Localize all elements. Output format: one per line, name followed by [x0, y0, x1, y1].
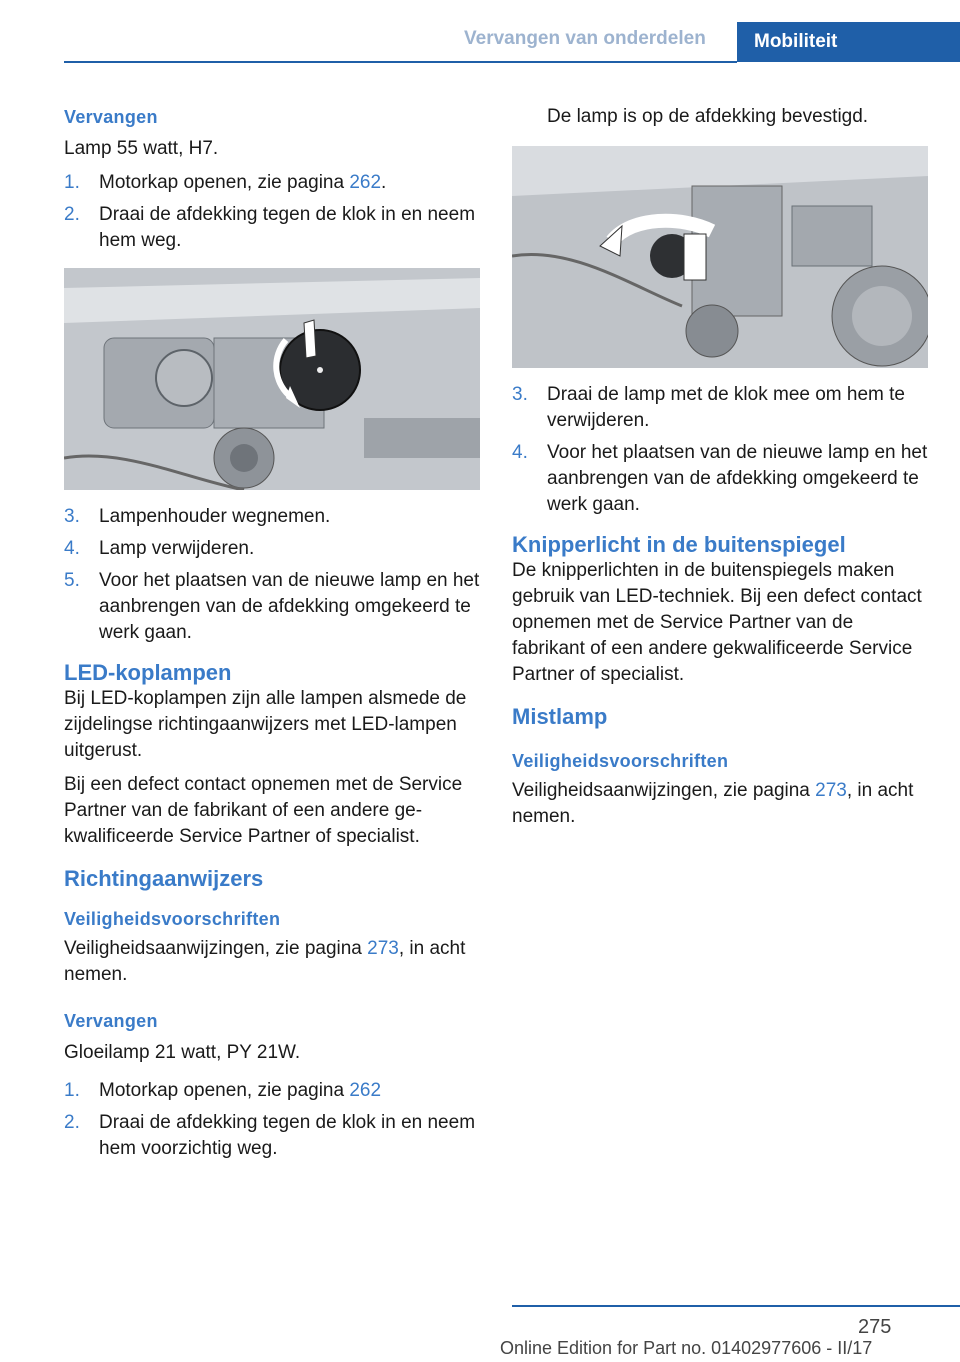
list-item: 4. Voor het plaatsen van de nieuwe lamp en het aanbrengen van de afdekking omgekeerd te werk gaan. [512, 442, 928, 515]
steps-list-2 [64, 1078, 482, 1162]
paragraph: De knipperlichten in de buitenspiegels maken gebruik van LED-techniek. Bij een defect contact opnemen met de Service Partner van de fabrikant of een andere gekwalificeerde Service Partner of specialist. [512, 560, 922, 685]
lamp-spec: Lamp 55 watt, H7. [64, 138, 219, 159]
left-column [64, 104, 482, 1170]
heading-led-koplampen: LED-koplampen [64, 660, 232, 685]
page-link[interactable]: 273 [815, 780, 847, 801]
list-item: 3. Lampenhouder wegnemen. [64, 506, 331, 527]
steps-list-right [512, 382, 930, 518]
subheading-vervangen: Vervangen [64, 107, 158, 127]
headlight-cover-figure [64, 268, 480, 490]
lamp-spec: Gloeilamp 21 watt, PY 21W. [64, 1042, 301, 1063]
page-number: 275 [858, 1316, 892, 1338]
page-link[interactable]: 262 [349, 172, 382, 193]
heading-mistlamp: Mistlamp [512, 704, 608, 729]
right-column [512, 104, 930, 838]
lamp-cover-figure [512, 146, 928, 368]
paragraph: De lamp is op de afdekking bevestigd. [547, 106, 869, 127]
list-item: 1. Motorkap openen, zie pagina 262 [64, 1080, 382, 1101]
subheading-vervangen: Vervangen [64, 1011, 158, 1031]
footer-rule [512, 1305, 960, 1307]
paragraph: Bij LED-koplampen zijn alle lampen alsmede de zijdelingse richtingaanwijzers met LED-lampen uitgerust. [64, 688, 467, 761]
steps-list-1b [64, 504, 482, 646]
steps-list-1 [64, 170, 482, 254]
header-section-title: Vervangen van onderdelen [464, 28, 706, 49]
list-item: 3. Draai de lamp met de klok mee om hem te verwijderen. [512, 384, 905, 431]
page-link[interactable]: 273 [367, 938, 399, 959]
paragraph: Bij een defect contact opnemen met de Service Partner van de fabrikant of een andere gekwalificeerde Service Partner of specialist. [64, 774, 463, 847]
heading-richtingaanwijzers: Richtingaanwijzers [64, 866, 264, 891]
list-item: 5. Voor het plaatsen van de nieuwe lamp en het aanbrengen van de afdekking omgekeerd te werk gaan. [64, 570, 480, 643]
list-item: 2. Draai de afdekking tegen de klok in en neem hem weg. [64, 204, 476, 251]
header-chapter-tab: Mobiliteit [737, 22, 960, 62]
list-item: 2. Draai de afdekking tegen de klok in en neem hem voorzichtig weg. [64, 1112, 476, 1159]
list-item: 1. Motorkap openen, zie pagina 262. [64, 172, 387, 193]
paragraph: Veiligheidsaanwijzingen, zie pagina 273, in acht nemen. [64, 938, 466, 985]
list-item: 4. Lamp verwijderen. [64, 538, 255, 559]
page-link[interactable]: 262 [349, 1080, 382, 1101]
heading-knipperlicht: Knipperlicht in de buitenspiegel [512, 532, 846, 557]
subheading-veiligheid: Veiligheidsvoorschriften [512, 751, 729, 771]
header-rule [64, 61, 737, 63]
paragraph: Veiligheidsaanwijzingen, zie pagina 273, in acht nemen. [512, 780, 914, 827]
edition-note: Online Edition for Part no. 01402977606 - II/17 [500, 1338, 873, 1358]
subheading-veiligheid: Veiligheidsvoorschriften [64, 909, 281, 929]
